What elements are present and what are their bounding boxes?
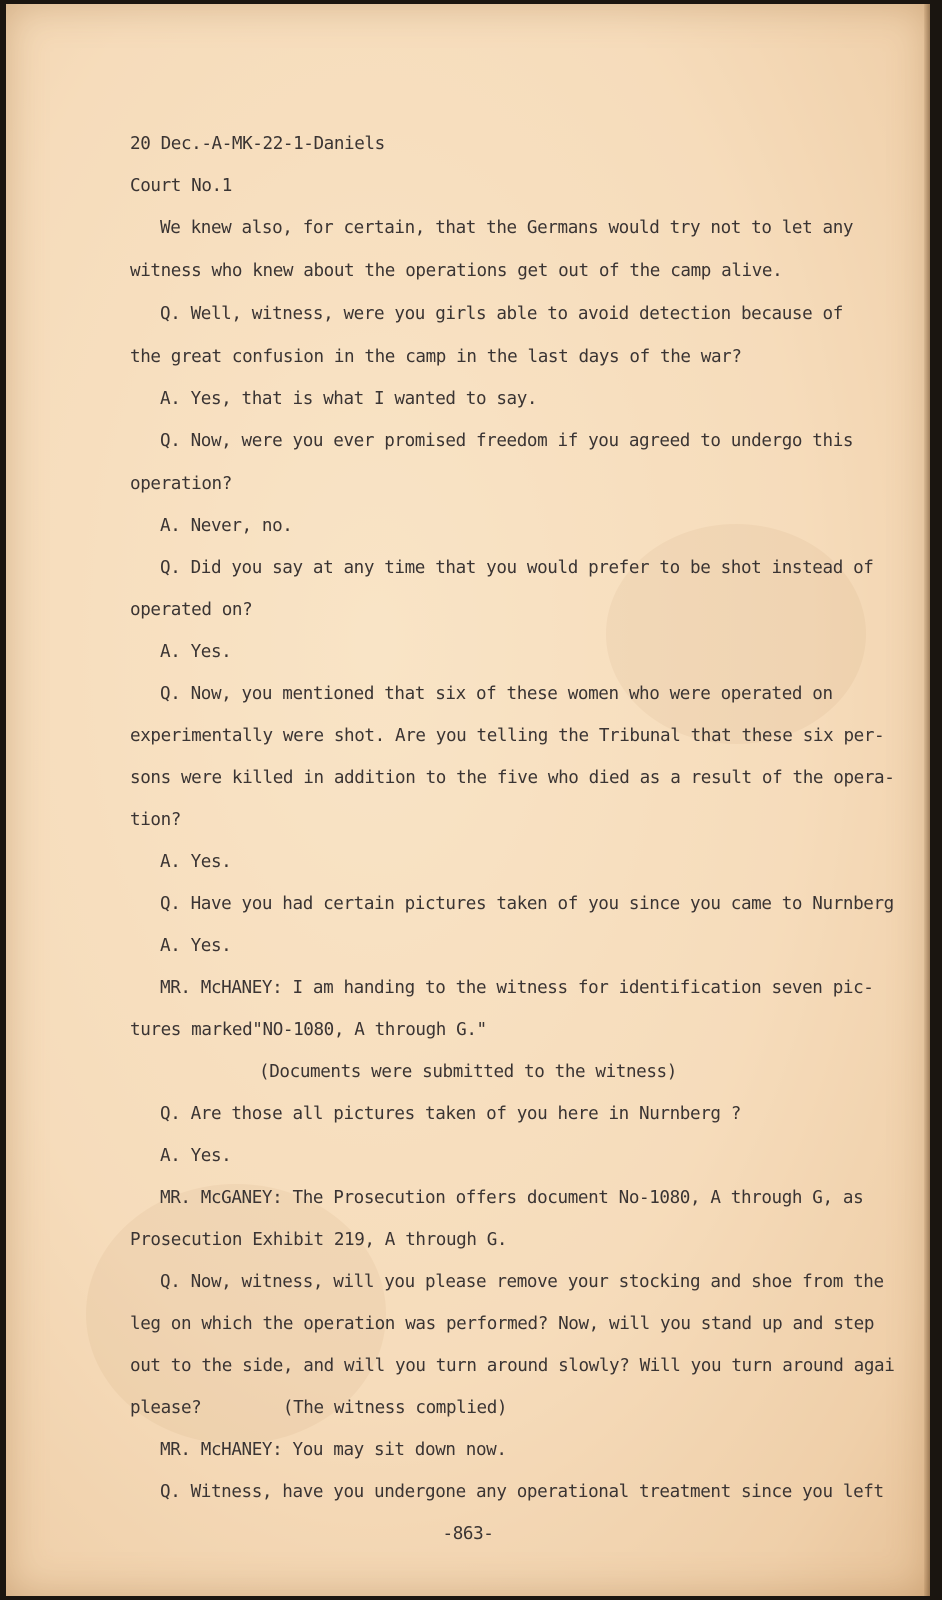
transcript-line: experimentally were shot. Are you telling the Tribunal that these six per- [130, 726, 885, 746]
transcript-line: operated on? [130, 600, 253, 620]
transcript-line: MR. McHANEY: I am handing to the witness for identification seven pic- [160, 978, 874, 998]
transcript-line: please? (The witness complied) [130, 1398, 508, 1418]
transcript-line: (Documents were submitted to the witness) [259, 1062, 677, 1082]
transcript-line: the great confusion in the camp in the last days of the war? [130, 347, 742, 367]
document-page [6, 4, 930, 1596]
transcript-line: We knew also, for certain, that the Germans would try not to let any [160, 218, 854, 238]
transcript-line: A. Never, no. [160, 516, 293, 536]
transcript-line: leg on which the operation was performed? Now, will you stand up and step [130, 1314, 875, 1334]
transcript-line: Q. Well, witness, were you girls able to avoid detection because of [160, 304, 843, 324]
transcript-line: A. Yes. [160, 936, 232, 956]
transcript-line: Q. Now, were you ever promised freedom if you agreed to undergo this [160, 431, 854, 451]
transcript-line: tion? [130, 810, 181, 830]
transcript-line: out to the side, and will you turn around slowly? Will you turn around agai [130, 1356, 895, 1376]
header-reference: 20 Dec.-A-MK-22-1-Daniels [130, 134, 385, 154]
transcript-line: MR. McGANEY: The Prosecution offers document No-1080, A through G, as [160, 1188, 864, 1208]
transcript-line: Q. Are those all pictures taken of you here in Nurnberg ? [160, 1104, 741, 1124]
header-court: Court No.1 [130, 176, 232, 196]
transcript-line: Q. Now, witness, will you please remove your stocking and shoe from the [160, 1272, 884, 1292]
transcript-line: A. Yes. [160, 852, 232, 872]
transcript-line: A. Yes. [160, 1146, 232, 1166]
transcript-line: Q. Did you say at any time that you would prefer to be shot instead of [160, 558, 874, 578]
transcript-line: Q. Have you had certain pictures taken of you since you came to Nurnberg [160, 894, 894, 914]
transcript-line: Q. Now, you mentioned that six of these women who were operated on [160, 684, 833, 704]
transcript-line: operation? [130, 474, 232, 494]
transcript-line: MR. McHANEY: You may sit down now. [160, 1440, 507, 1460]
page-number: -863- [442, 1524, 494, 1544]
transcript-line: A. Yes, that is what I wanted to say. [160, 389, 538, 409]
transcript-line: Prosecution Exhibit 219, A through G. [130, 1230, 508, 1250]
paper-stain [606, 524, 866, 744]
transcript-line: sons were killed in addition to the five who died as a result of the opera- [130, 768, 895, 788]
page-edge-shadow [924, 4, 930, 1596]
transcript-line: Q. Witness, have you undergone any operational treatment since you left [160, 1482, 884, 1502]
transcript-line: A. Yes. [160, 642, 232, 662]
transcript-line: tures marked"NO-1080, A through G." [130, 1020, 487, 1040]
transcript-line: witness who knew about the operations get out of the camp alive. [130, 261, 783, 281]
